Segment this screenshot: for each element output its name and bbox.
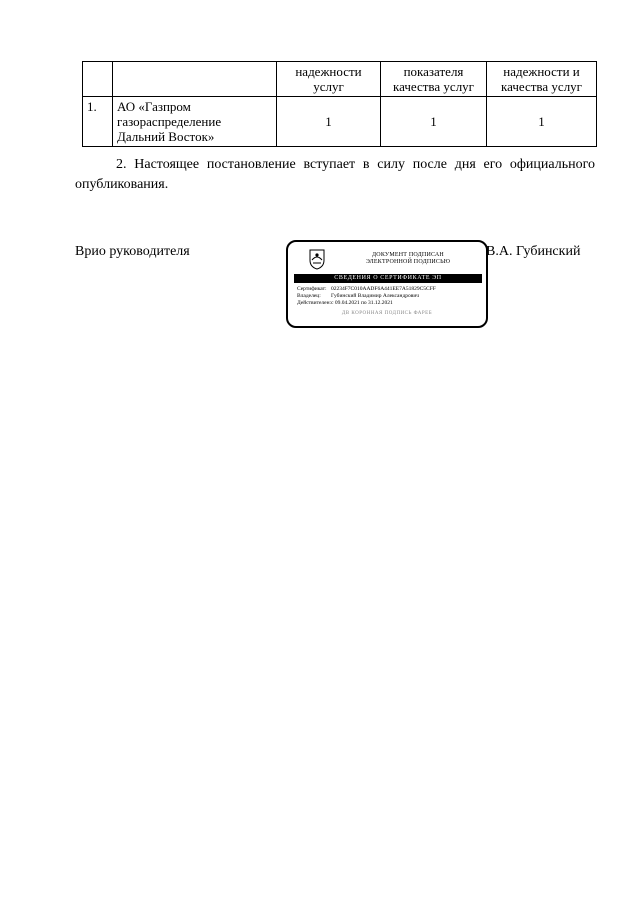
stamp-details — [297, 286, 481, 307]
stamp-owner-line — [297, 293, 481, 300]
row-value-quality: 1 — [381, 97, 487, 147]
signer-title: Врио руководителя — [75, 244, 190, 259]
stamp-cert-line — [297, 286, 481, 293]
electronic-signature-stamp — [286, 240, 488, 328]
stamp-header-line1: ДОКУМЕНТ ПОДПИСАН — [372, 252, 444, 258]
table-header-row — [83, 62, 597, 97]
stamp-band: СВЕДЕНИЯ О СЕРТИФИКАТЕ ЭП — [294, 274, 482, 283]
stamp-valid-label: Действителен: — [297, 300, 332, 306]
coat-of-arms-icon — [308, 248, 326, 270]
header-cell-reliability: надежности услуг — [277, 62, 381, 97]
stamp-cert-label: Сертификат: — [297, 286, 327, 292]
row-value-reliability-quality: 1 — [487, 97, 597, 147]
row-organization: АО «Газпром газораспределение Дальний Восток» — [113, 97, 277, 147]
indicator-table — [82, 61, 597, 147]
effective-date-paragraph: 2. Настоящее постановление вступает в силу после дня его официального опубликования. — [75, 157, 595, 192]
header-cell-reliability-quality: надежности и качества услуг — [487, 62, 597, 97]
stamp-footer: ДВ КОРОННАЯ ПОДПИСЬ ФАРЕБ — [341, 311, 433, 316]
header-cell-num — [83, 62, 113, 97]
header-cell-org — [113, 62, 277, 97]
row-number: 1. — [83, 97, 113, 147]
header-cell-quality: показателя качества услуг — [381, 62, 487, 97]
stamp-valid-line — [297, 300, 481, 307]
table-row — [83, 97, 597, 147]
stamp-cert-value: 02234F7C010AADF6A441EE7A51829C5CFF — [331, 286, 436, 292]
stamp-header — [346, 252, 470, 266]
stamp-owner-label: Владелец: — [297, 293, 321, 299]
signer-name: В.А. Губинский — [486, 244, 581, 259]
stamp-header-line2: ЭЛЕКТРОННОЙ ПОДПИСЬЮ — [365, 259, 451, 265]
stamp-owner-value: Губинский Владимир Александрович — [331, 293, 420, 299]
stamp-valid-value: с 09.04.2021 по 31.12.2021 — [331, 300, 393, 306]
row-value-reliability: 1 — [277, 97, 381, 147]
